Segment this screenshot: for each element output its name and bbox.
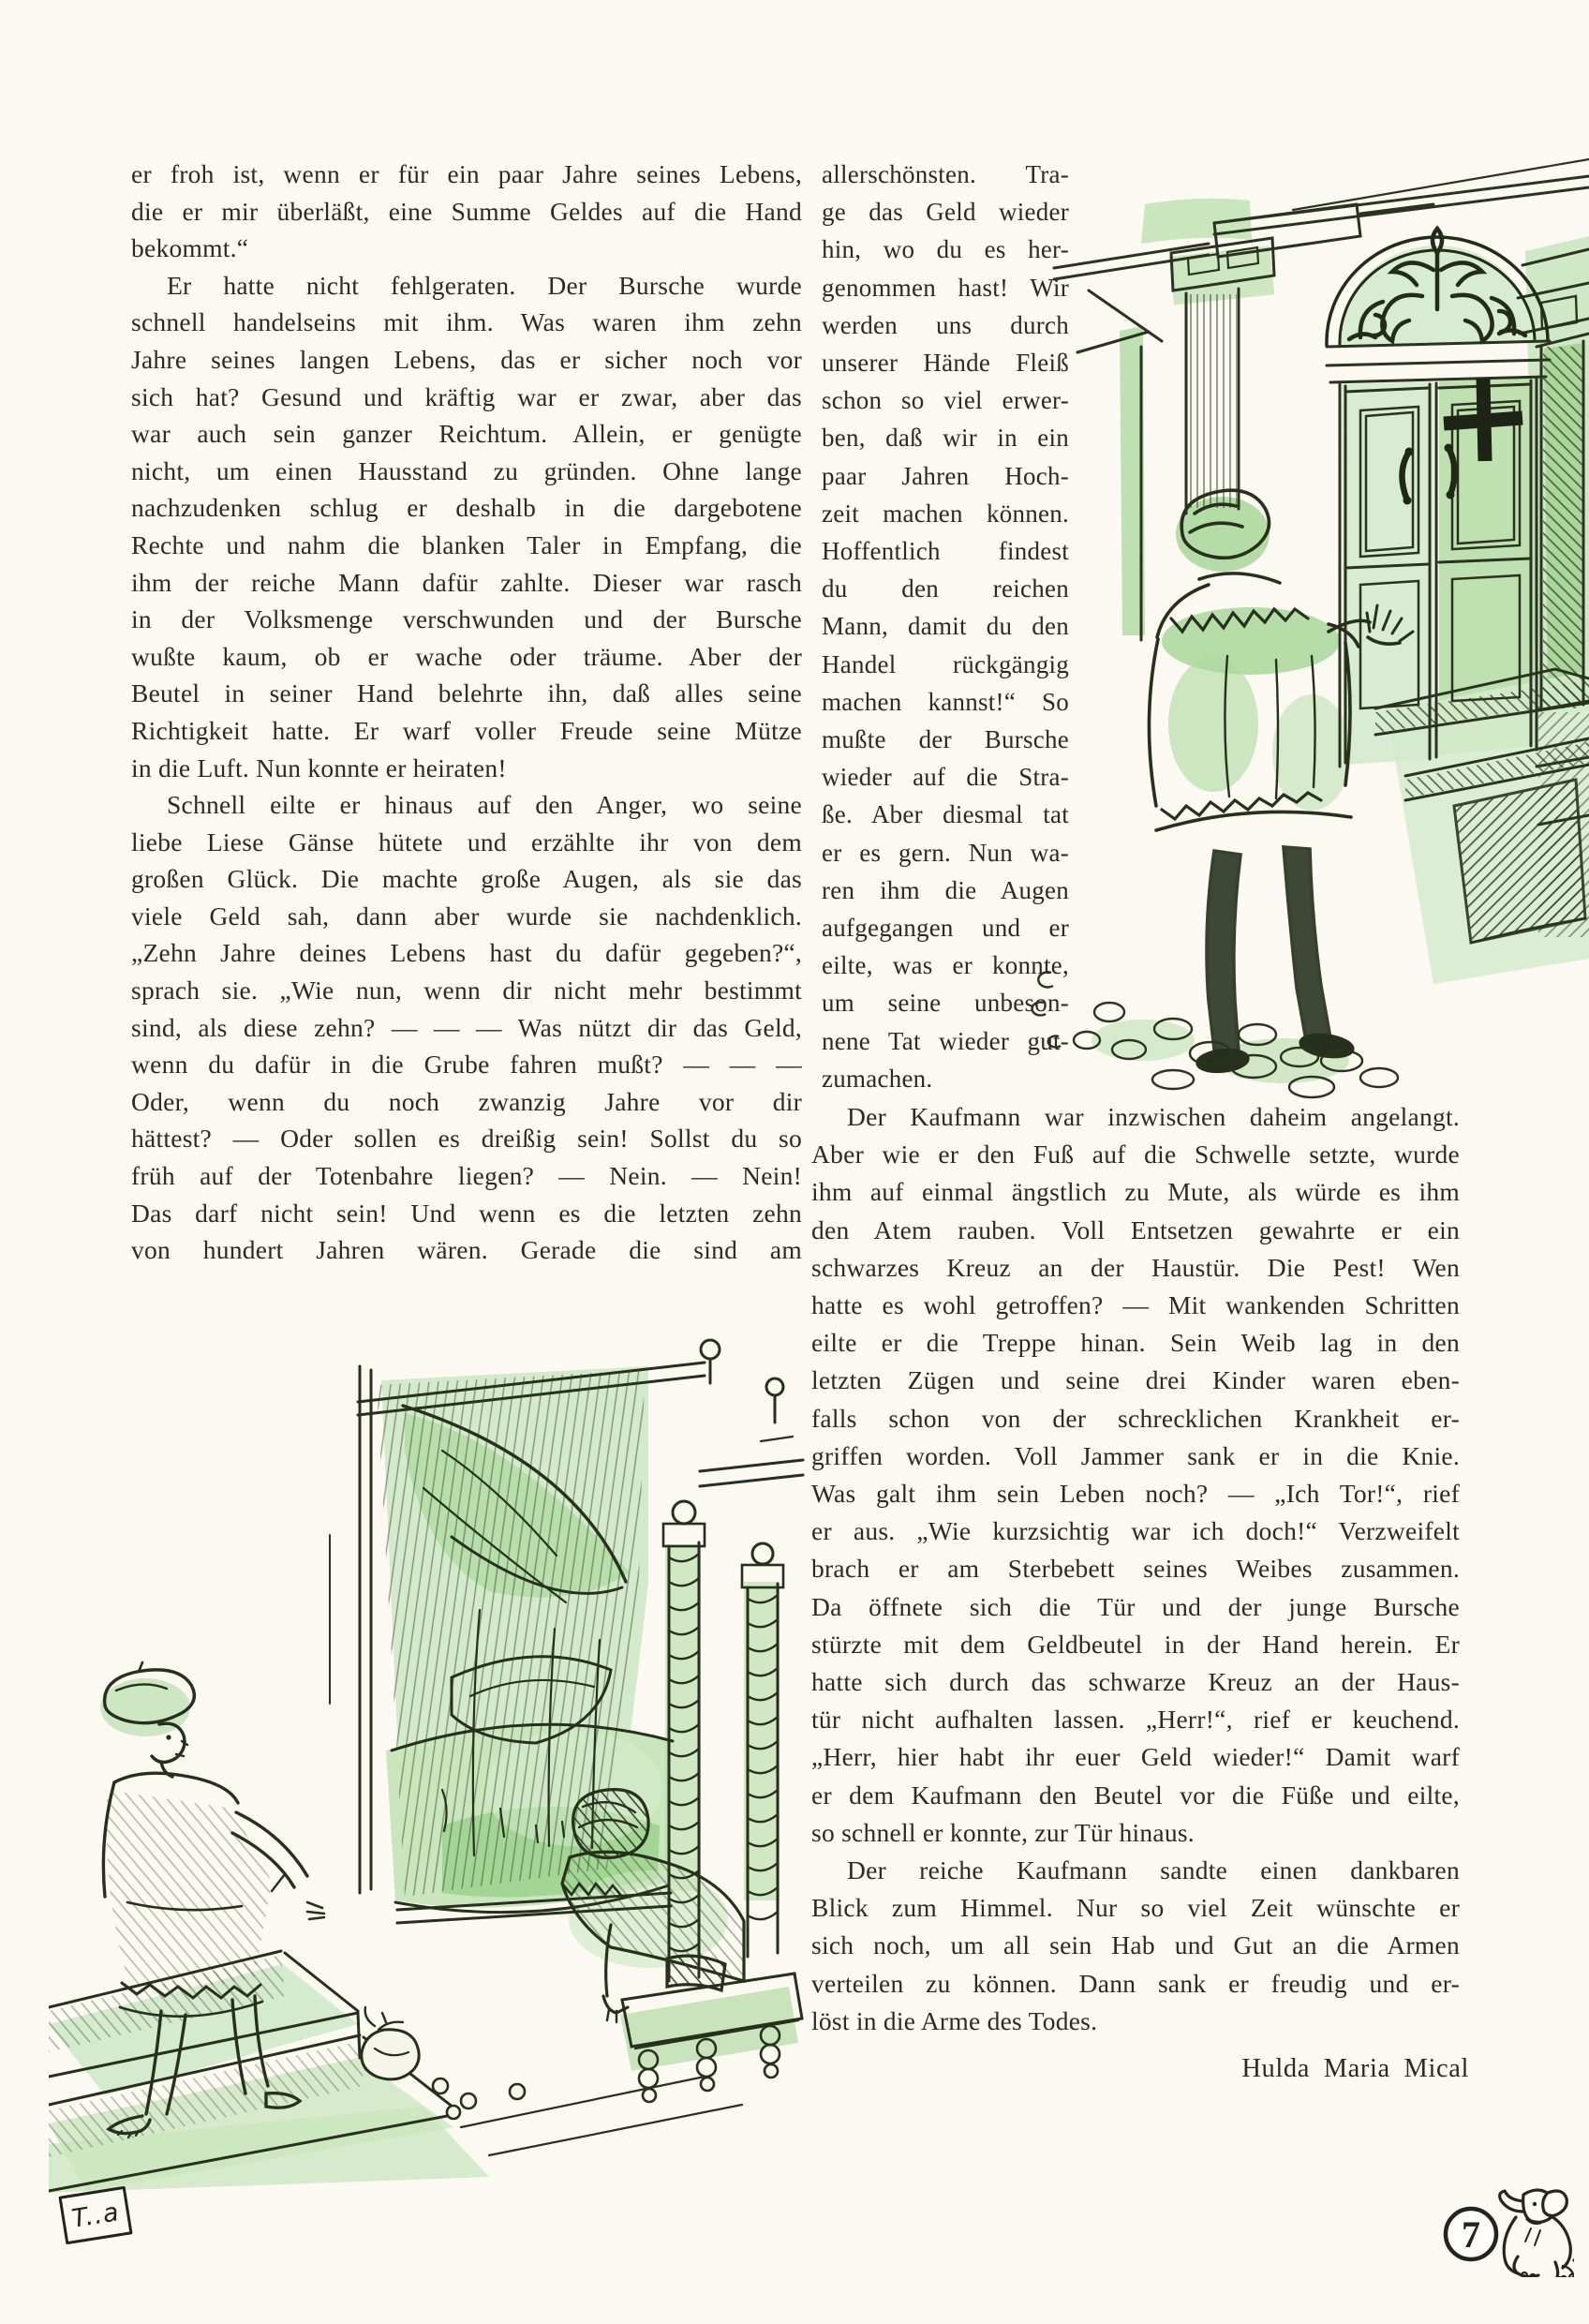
artist-monogram: T..a <box>58 2186 132 2245</box>
text-line: zumachen. <box>822 1064 933 1093</box>
text-line: Was galt ihm sein Leben noch? — „Ich Tor!“, rief <box>811 1479 1460 1509</box>
text-line: Hoffentlich findest <box>822 537 1069 566</box>
text-line: schwarzes Kreuz an der Haustür. Die Pest! Wen <box>811 1252 1460 1282</box>
text-line: Richtigkeit hatte. Er warf voller Freude seine Mütze <box>131 715 802 745</box>
text-line: den Atem rauben. Voll Entsetzen gewahrte er ein <box>811 1214 1460 1244</box>
text-line: ge das Geld wieder <box>822 198 1069 227</box>
paragraph <box>131 786 802 1269</box>
text-line: letzten Zügen und seine drei Kinder waren eben- <box>811 1365 1460 1395</box>
text-line: Der Kaufmann war inzwischen daheim angelangt. <box>847 1102 1460 1131</box>
text-line: die er mir überläßt, eine Summe Geldes auf die Hand <box>131 196 802 226</box>
bed-scene-illustration <box>49 1301 808 2193</box>
text-line: in die Luft. Nun konnte er heiraten! <box>131 752 507 782</box>
text-line: nene Tat wieder gut- <box>822 1026 1069 1055</box>
text-line: Beutel in seiner Hand belehrte ihn, daß alles seine <box>131 678 802 708</box>
text-line: wenn du dafür in die Grube fahren mußt? — — — <box>131 1050 802 1080</box>
text-line: sich hat? Gesund und kräftig war er zwar, aber das <box>131 381 802 411</box>
text-line: ihm der reiche Mann dafür zahlte. Dieser war rasch <box>131 567 802 597</box>
text-line: mußte der Bursche <box>822 725 1069 754</box>
paragraph <box>131 267 802 786</box>
text-line: aufgegangen und er <box>822 914 1069 943</box>
text-line: Das darf nicht sein! Und wenn es die letzten zehn <box>131 1198 802 1228</box>
text-line: Aber wie er den Fuß auf die Schwelle setzte, wurde <box>811 1140 1460 1169</box>
text-line: allerschönsten. Tra- <box>822 160 1069 188</box>
text-line: liebe Liese Gänse hütete und erzählte ihr von dem <box>131 827 802 857</box>
text-line: machen kannst!“ So <box>822 687 1069 716</box>
text-line: von hundert Jahren wären. Gerade die sind am <box>131 1235 802 1265</box>
text-line: zeit machen können. <box>822 499 1069 528</box>
text-line: brach er am Sterbebett seines Weibes zusammen. <box>811 1554 1460 1584</box>
text-line: werden uns durch <box>822 310 1069 339</box>
text-line: Schnell eilte er hinaus auf den Anger, wo seine <box>167 790 802 820</box>
text-line: er froh ist, wenn er für ein paar Jahre seines Lebens, <box>131 159 802 188</box>
text-line: hin, wo du es her- <box>822 235 1069 264</box>
text-line: ren ihm die Augen <box>822 875 1069 904</box>
text-line: „Zehn Jahre deines Lebens hast du dafür gegeben?“, <box>131 938 802 968</box>
text-line: er dem Kaufmann den Beutel vor die Füße und eilte, <box>811 1780 1460 1810</box>
elephant-icon <box>1500 2190 1574 2277</box>
text-line: Da öffnete sich die Tür und der junge Bursche <box>811 1591 1460 1621</box>
text-line: „Herr, hier habt ihr euer Geld wieder!“ Damit warf <box>811 1742 1460 1772</box>
text-line: löst in die Arme des Todes. <box>811 2005 1098 2035</box>
text-line: in der Volksmenge verschwunden und der Bursche <box>131 604 802 634</box>
text-line: du den reichen <box>822 574 1069 603</box>
text-line: stürzte mit dem Geldbeutel in der Hand herein. Er <box>811 1629 1460 1659</box>
left-text-column <box>131 156 802 1269</box>
text-line: ben, daß wir in ein <box>822 424 1069 453</box>
text-line: schnell handelseins mit ihm. Was waren ihm zehn <box>131 307 802 337</box>
text-line: schon so viel erwer- <box>822 386 1069 415</box>
text-line: wieder auf die Stra- <box>822 763 1069 792</box>
text-line: tür nicht aufhalten lassen. „Herr!“, rief er keuchend. <box>811 1705 1460 1735</box>
author-credit: Hulda Maria Mical <box>1241 2054 1469 2083</box>
text-line: eilte, was er konnte, <box>822 951 1069 980</box>
text-line: sind, als diese zehn? — — — Was nützt dir das Geld, <box>131 1012 802 1042</box>
text-line: er aus. „Wie kurzsichtig war ich doch!“ Verzweifelt <box>811 1516 1460 1546</box>
right-wide-text-column <box>811 1098 1460 2040</box>
text-line: nicht, um einen Hausstand zu gründen. Ohne lange <box>131 455 802 485</box>
text-line: griffen worden. Voll Jammer sank er in die Knie. <box>811 1440 1460 1470</box>
text-line: wußte kaum, ob er wache oder träume. Aber der <box>131 641 802 671</box>
page-number: 7 <box>1462 2213 1480 2256</box>
text-line: falls schon von der schrecklichen Krankheit er- <box>811 1403 1460 1433</box>
text-line: früh auf der Totenbahre liegen? — Nein. — Nein! <box>131 1161 802 1191</box>
text-line: sich noch, um all sein Hab und Gut an die Armen <box>811 1930 1460 1960</box>
paragraph <box>811 1098 1460 1852</box>
text-line: hatte sich durch das schwarze Kreuz an der Haus- <box>811 1667 1460 1697</box>
text-line: sprach sie. „Wie nun, wenn dir nicht mehr bestimmt <box>131 976 802 1006</box>
text-line: Mann, damit du den <box>822 612 1069 641</box>
text-line: Oder, wenn du noch zwanzig Jahre vor dir <box>131 1086 802 1116</box>
text-line: so schnell er konnte, zur Tür hinaus. <box>811 1817 1195 1847</box>
text-line: bekommt.“ <box>131 233 249 263</box>
text-line: Er hatte nicht fehlgeraten. Der Bursche wurde <box>167 270 802 300</box>
page-number-badge <box>1437 2172 1574 2277</box>
text-line: ße. Aber diesmal tat <box>822 800 1069 829</box>
text-line: hättest? — Oder sollen es dreißig sein! Sollst du so <box>131 1124 802 1154</box>
text-line: verteilen zu können. Dann sank er freudig und er- <box>811 1968 1460 1998</box>
text-line: um seine unbeson- <box>822 989 1069 1018</box>
text-line: ihm auf einmal ängstlich zu Mute, als würde es ihm <box>811 1177 1460 1207</box>
text-line: er es gern. Nun wa- <box>822 838 1069 867</box>
text-line: Der reiche Kaufmann sandte einen dankbaren <box>847 1855 1460 1885</box>
text-line: Rechte und nahm die blanken Taler in Empfang, die <box>131 529 802 559</box>
text-line: Jahre seines langen Lebens, das er sicher noch vor <box>131 344 802 374</box>
text-line: paar Jahren Hoch- <box>822 461 1069 490</box>
door-scene-illustration <box>1031 111 1589 1104</box>
text-line: genommen hast! Wir <box>822 273 1069 302</box>
text-line: war auch sein ganzer Reichtum. Allein, er genügte <box>131 419 802 449</box>
text-line: eilte er die Treppe hinan. Sein Weib lag in den <box>811 1328 1460 1358</box>
text-line: Blick zum Himmel. Nur so viel Zeit wünschte er <box>811 1893 1460 1923</box>
page-number-circle <box>1446 2209 1496 2259</box>
paragraph <box>811 1852 1460 2040</box>
text-line: großen Glück. Die machte große Augen, als sie das <box>131 864 802 894</box>
paragraph <box>131 156 802 267</box>
text-line: Handel rückgängig <box>822 649 1069 678</box>
text-line: unserer Hände Fleiß <box>822 349 1069 378</box>
text-line: hatte es wohl getroffen? — Mit wankenden Schritten <box>811 1290 1460 1320</box>
text-line: viele Geld sah, dann aber wurde sie nachdenklich. <box>131 901 802 931</box>
text-line: nachzudenken schlug er deshalb in die dargebotene <box>131 493 802 523</box>
